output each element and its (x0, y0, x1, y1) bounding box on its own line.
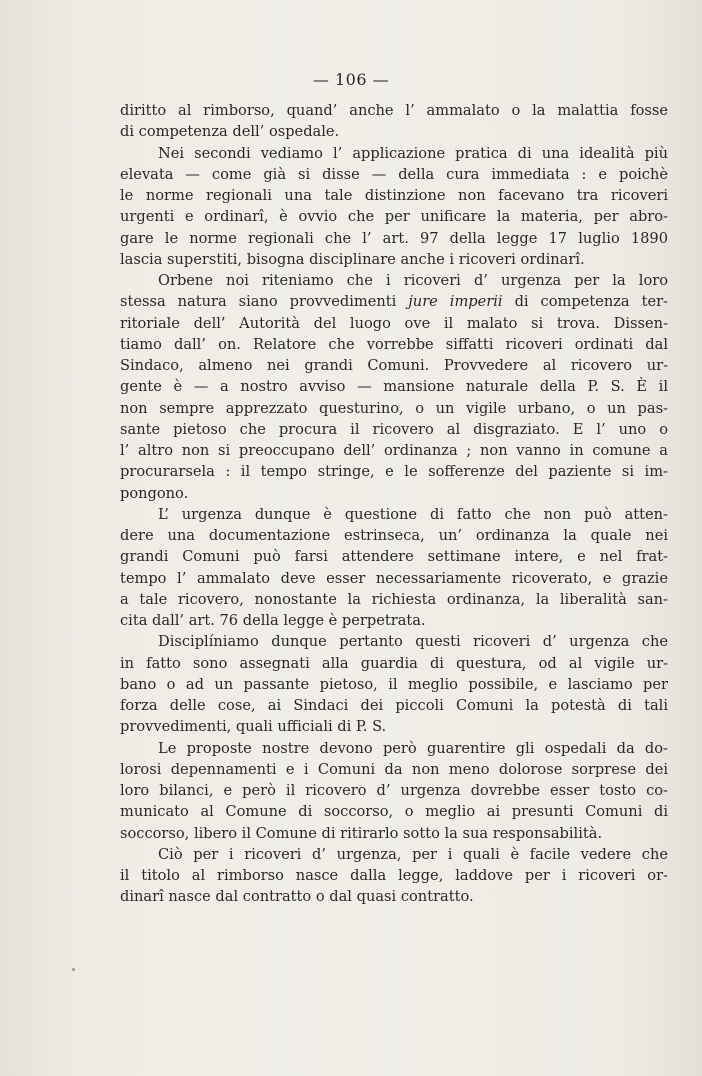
text-line: stessa natura siano provvedimenti jure imperii di competenza ter- (120, 293, 668, 311)
text-line: soccorso, libero il Comune di ritirarlo sotto la sua responsabilità. (120, 824, 603, 842)
text-line: procurarsela : il tempo stringe, e le sofferenze del paziente si im- (120, 463, 668, 481)
text-line: di competenza dell’ ospedale. (120, 123, 340, 141)
text-line: cita dall’ art. 76 della legge è perpetrata. (120, 612, 426, 629)
text-line: provvedimenti, quali ufficiali di P. S. (120, 718, 387, 736)
text-line: dere una documentazione estrinseca, un’ ordinanza la quale nei (120, 527, 668, 544)
text-line: bano o ad un passante pietoso, il meglio possibile, e lasciamo per (120, 675, 668, 693)
text-line: forza delle cose, ai Sindaci dei piccoli Comuni la potestà di tali (120, 697, 668, 714)
text-line: Sindaco, almeno nei grandi Comuni. Provvedere al ricovero ur- (120, 357, 668, 374)
text-line: municato al Comune di soccorso, o meglio ai presunti Comuni di (120, 803, 668, 821)
text-line: L’ urgenza dunque è questione di fatto che non può atten- (158, 505, 668, 523)
latin-phrase: jure imperii (408, 293, 503, 311)
text-line: dinarî nasce dal contratto o dal quasi contratto. (120, 888, 474, 906)
text-line: l’ altro non si preoccupano dell’ ordinanza ; non vanno in comune a (120, 442, 668, 459)
text-line: Ciò per i ricoveri d’ urgenza, per i quali è facile vedere che (158, 845, 668, 863)
text-line: pongono. (120, 484, 189, 502)
text-line: ritoriale dell’ Autorità del luogo ove il malato si trova. Dissen- (120, 314, 668, 332)
text-line: a tale ricovero, nonostante la richiesta ordinanza, la liberalità san- (120, 590, 668, 608)
text-line: Disciplíniamo dunque pertanto questi ricoveri d’ urgenza che (158, 633, 668, 651)
text-line: le norme regionali una tale distinzione non facevano tra ricoveri (120, 187, 668, 204)
text-line: grandi Comuni può farsi attendere settimane intere, e nel frat- (120, 548, 668, 566)
text-line: Orbene noi riteniamo che i ricoveri d’ urgenza per la loro (158, 272, 668, 289)
text-line: elevata — come già si disse — della cura immediata : e poichè (120, 165, 668, 183)
text-line: gente è — a nostro avviso — mansione naturale della P. S. È il (120, 378, 668, 396)
text-line: tiamo dall’ on. Relatore che vorrebbe siffatti ricoveri ordinati dal (120, 335, 668, 353)
text-line: urgenti e ordinarî, è ovvio che per unificare la materia, per abro- (120, 208, 668, 226)
text-line: tempo l’ ammalato deve esser necessariamente ricoverato, e grazie (120, 569, 668, 587)
paper-speck (72, 968, 75, 971)
text-line: loro bilanci, e però il ricovero d’ urgenza dovrebbe esser tosto co- (120, 782, 668, 799)
text-line: lorosi depennamenti e i Comuni da non meno dolorose sorprese dei (120, 760, 668, 778)
text-line: non sempre apprezzato questurino, o un vigile urbano, o un pas- (120, 399, 668, 417)
text-line: gare le norme regionali che l’ art. 97 della legge 17 luglio 1890 (120, 229, 668, 247)
text-line: in fatto sono assegnati alla guardia di questura, od al vigile ur- (120, 654, 668, 672)
body-text (120, 100, 668, 908)
text-line: sante pietoso che procura il ricovero al disgraziato. E l’ uno o (120, 420, 668, 438)
text-line: diritto al rimborso, quand’ anche l’ ammalato o la malattia fosse (120, 102, 668, 119)
text-line: lascia superstiti, bisogna disciplinare anche i ricoveri ordinarî. (120, 250, 585, 268)
page-number: — 106 — (312, 70, 390, 89)
text-line: il titolo al rimborso nasce dalla legge, laddove per i ricoveri or- (120, 867, 668, 884)
text-line: Nei secondi vediamo l’ applicazione pratica di una idealità più (158, 144, 668, 162)
text-line: Le proposte nostre devono però guarentire gli ospedali da do- (158, 739, 668, 757)
